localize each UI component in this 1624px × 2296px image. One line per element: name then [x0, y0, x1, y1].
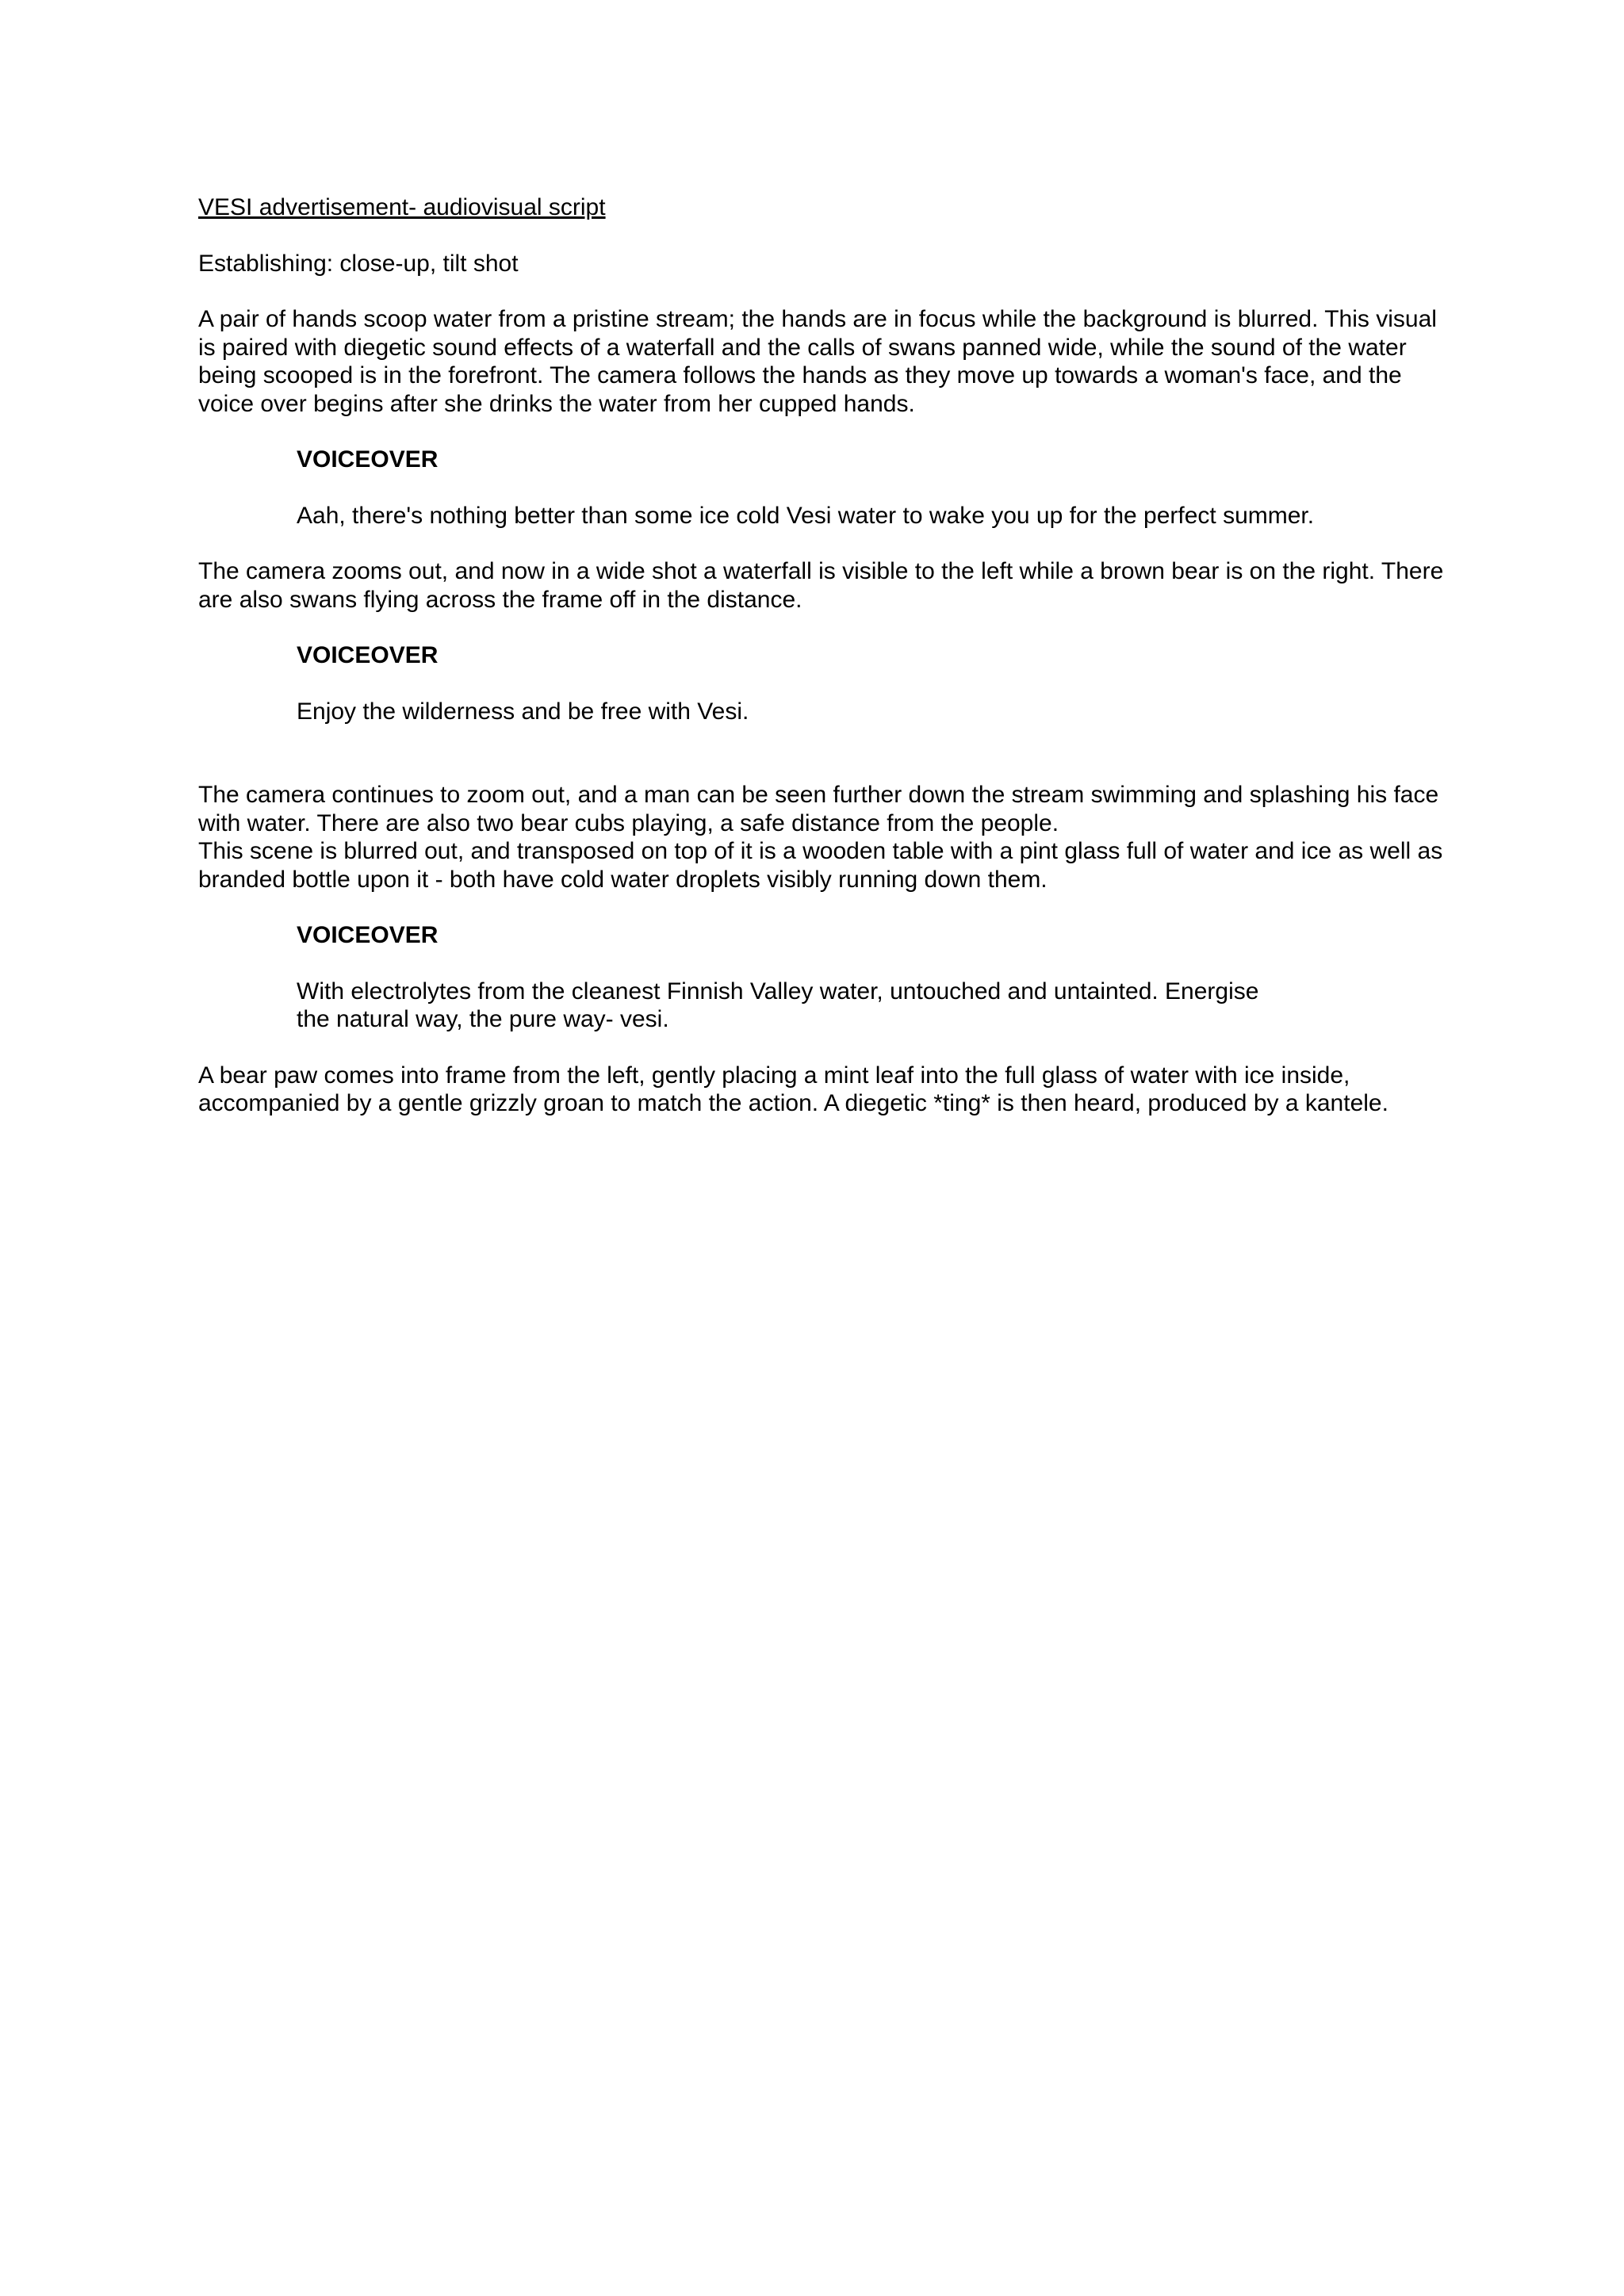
action-paragraph-3a: The camera continues to zoom out, and a man can be seen further down the stream swimming and splashing his face with water. There are also two bear cubs playing, a safe distance from the people. [198, 782, 1439, 836]
action-paragraph-3 [198, 781, 1459, 894]
voiceover-line-3 [297, 978, 1459, 1034]
action-paragraph-4: A bear paw comes into frame from the left, gently placing a mint leaf into the full glass of water with ice inside, accompanied by a gentle grizzly groan to match the action. A diegetic *ting* is then heard, produced by a kantele. [198, 1062, 1388, 1116]
voiceover-cue-2: VOICEOVER [297, 642, 439, 668]
action-paragraph-1: A pair of hands scoop water from a pristine stream; the hands are in focus while the background is blurred. This visual is paired with diegetic sound effects of a waterfall and the calls of swans panned wide, while the sound of the water being scooped is in the forefront. The camera follows the hands as they move up towards a woman's face, and the voice over begins after she drinks the water from her cupped hands. [198, 306, 1437, 417]
document-title: VESI advertisement- audiovisual script [198, 194, 606, 220]
establishing-shot: Establishing: close-up, tilt shot [198, 250, 519, 277]
action-paragraph-2: The camera zooms out, and now in a wide shot a waterfall is visible to the left while a brown bear is on the right. There are also swans flying across the frame off in the distance. [198, 558, 1444, 613]
blank-line [198, 753, 1459, 781]
voiceover-line-3b: the natural way, the pure way- vesi. [297, 1006, 669, 1032]
voiceover-cue-3: VOICEOVER [297, 922, 439, 948]
voiceover-line-1: Aah, there's nothing better than some ice cold Vesi water to wake you up for the perfect summer. [297, 502, 1315, 529]
action-paragraph-3b: This scene is blurred out, and transposed on top of it is a wooden table with a pint glass full of water and ice as well as branded bottle upon it - both have cold water droplets visibly running down them. [198, 838, 1443, 893]
voiceover-line-2: Enjoy the wilderness and be free with Vesi. [297, 698, 749, 725]
voiceover-cue-1: VOICEOVER [297, 446, 439, 473]
script-page [198, 193, 1459, 1146]
voiceover-line-3a: With electrolytes from the cleanest Finnish Valley water, untouched and untainted. Energise [297, 978, 1259, 1004]
